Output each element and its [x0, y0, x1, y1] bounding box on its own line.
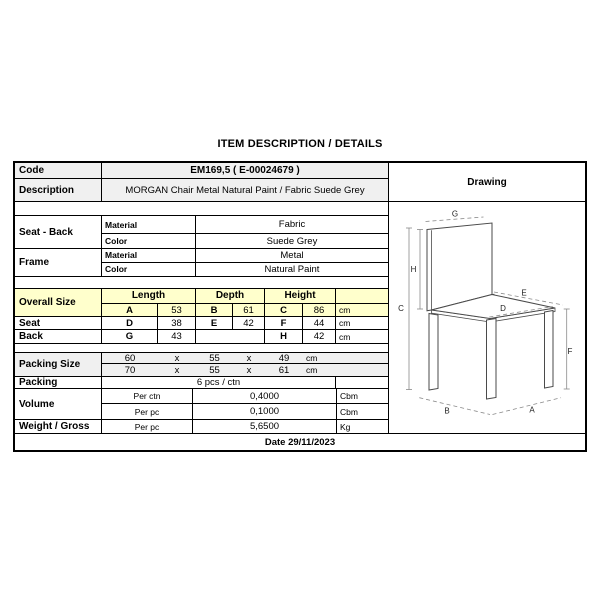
- dim-value: 61: [233, 304, 265, 317]
- dim-label-d: D: [500, 304, 506, 313]
- unit-cell: Cbm: [340, 406, 358, 417]
- description-value: MORGAN Chair Metal Natural Paint / Fabric Suede Grey: [125, 184, 365, 196]
- packing-label: Packing: [15, 377, 102, 388]
- height-header: Height: [265, 289, 336, 303]
- drawing-header: Drawing: [389, 163, 585, 202]
- dim-value: 42: [233, 317, 265, 329]
- spacer-row: [15, 344, 388, 353]
- dim-key: D: [102, 317, 158, 329]
- unit-cell: cm: [339, 305, 351, 316]
- packing-size-section: [15, 353, 388, 377]
- chair-left-leg: [429, 314, 438, 391]
- dim-label-b: B: [444, 406, 450, 416]
- dim-key: G: [102, 330, 158, 343]
- seat-back-color-row: [102, 234, 388, 248]
- dim-key: A: [102, 304, 158, 317]
- item-description-table: [13, 161, 587, 452]
- dim-key: H: [265, 330, 303, 343]
- chair-front-leg: [487, 319, 497, 400]
- pack-dim: 55: [209, 353, 220, 363]
- frame-color-row: [102, 263, 388, 276]
- pack-dim: 60: [124, 353, 136, 363]
- seat-back-label: Seat - Back: [15, 216, 102, 248]
- spacer-row: [15, 277, 388, 289]
- seat-back-material-value: Fabric: [278, 219, 306, 231]
- unit-cell: Cbm: [340, 391, 358, 401]
- chair-drawing-svg: [389, 202, 585, 431]
- back-size-row: [102, 330, 388, 343]
- packing-size-row-2: [102, 364, 388, 376]
- seat-row-label: Seat: [15, 317, 101, 330]
- frame-material-value: Metal: [280, 249, 304, 261]
- pack-dim: 70: [124, 364, 136, 376]
- length-header: Length: [102, 289, 196, 303]
- size-header-empty: [336, 289, 388, 303]
- pack-x: x: [246, 353, 252, 363]
- dim-key: F: [265, 317, 303, 329]
- unit-cell: cm: [306, 365, 318, 375]
- dim-label-c: C: [398, 304, 404, 313]
- color-label: Color: [102, 234, 196, 248]
- chair-drawing: [389, 202, 585, 431]
- dim-key: C: [265, 304, 303, 317]
- unit-cell: cm: [306, 353, 318, 363]
- seat-back-section: [15, 216, 388, 249]
- packing-size-label: Packing Size: [15, 353, 102, 376]
- date-row: Date 29/11/2023: [15, 433, 585, 450]
- frame-section: [15, 249, 388, 277]
- dim-value: 38: [158, 317, 196, 329]
- size-header-row: [102, 289, 388, 304]
- volume-value: 0,4000: [193, 389, 337, 403]
- empty-dim-cell: [196, 330, 265, 343]
- volume-section: [15, 389, 388, 420]
- description-label: Description: [15, 179, 102, 201]
- material-label: Material: [102, 249, 196, 262]
- size-section: [15, 289, 388, 344]
- pack-dim: 55: [209, 364, 220, 376]
- dim-label-h: H: [410, 265, 417, 274]
- material-label: Material: [102, 216, 196, 233]
- per-label: Per pc: [102, 404, 193, 419]
- volume-row-pc: [102, 404, 388, 419]
- per-label: Per pc: [102, 420, 193, 433]
- frame-color-value: Natural Paint: [264, 263, 320, 275]
- dim-key: B: [196, 304, 233, 317]
- dim-value: 43: [158, 330, 196, 343]
- dim-label-e: E: [521, 288, 527, 298]
- dim-key: E: [196, 317, 233, 329]
- unit-cell: Kg: [340, 421, 351, 432]
- depth-header: Depth: [196, 289, 265, 303]
- spacer-row: [15, 202, 388, 216]
- unit-cell: cm: [339, 318, 351, 329]
- drawing-column: [388, 163, 585, 433]
- dim-value: 53: [158, 304, 196, 317]
- packing-empty-cell: [336, 377, 388, 388]
- frame-label: Frame: [15, 249, 102, 276]
- seat-back-material-row: [102, 216, 388, 234]
- volume-row-ctn: [102, 389, 388, 404]
- chair-right-leg: [545, 311, 554, 389]
- volume-value: 0,1000: [193, 404, 337, 419]
- table-main: [15, 163, 585, 433]
- volume-label: Volume: [15, 389, 102, 419]
- dim-label-a: A: [529, 405, 535, 415]
- pack-dim: 61: [278, 364, 290, 376]
- code-row: [15, 163, 388, 179]
- packing-row: [15, 377, 388, 389]
- color-label: Color: [102, 263, 196, 276]
- pack-x: x: [246, 364, 252, 376]
- description-row: [15, 179, 388, 202]
- seat-back-color-value: Suede Grey: [266, 235, 318, 247]
- dim-label-f: F: [567, 347, 573, 356]
- packing-size-row-1: [102, 353, 388, 364]
- unit-cell: cm: [339, 331, 351, 342]
- back-row-label: Back: [19, 331, 43, 343]
- table-left-columns: [15, 163, 388, 433]
- pack-x: x: [174, 353, 180, 363]
- dim-value: 86: [303, 304, 336, 317]
- dim-value: 44: [303, 317, 336, 329]
- dim-label-g: G: [451, 209, 459, 219]
- pack-dim: 49: [278, 353, 290, 363]
- seat-size-row: [102, 317, 388, 330]
- page-title: ITEM DESCRIPTION / DETAILS: [217, 138, 383, 150]
- packing-value: 6 pcs / ctn: [102, 377, 336, 388]
- frame-material-row: [102, 249, 388, 263]
- code-label: Code: [15, 163, 102, 178]
- dim-value: 42: [303, 330, 336, 343]
- per-label: Per ctn: [102, 389, 193, 403]
- overall-size-label: Overall Size: [15, 289, 101, 317]
- weight-label: Weight / Gross: [15, 420, 102, 433]
- overall-size-row: [102, 304, 388, 318]
- pack-x: x: [174, 364, 180, 376]
- weight-value: 5,6500: [193, 420, 337, 433]
- weight-row: [15, 420, 388, 433]
- code-value: EM169,5 ( E-00024679 ): [190, 165, 300, 176]
